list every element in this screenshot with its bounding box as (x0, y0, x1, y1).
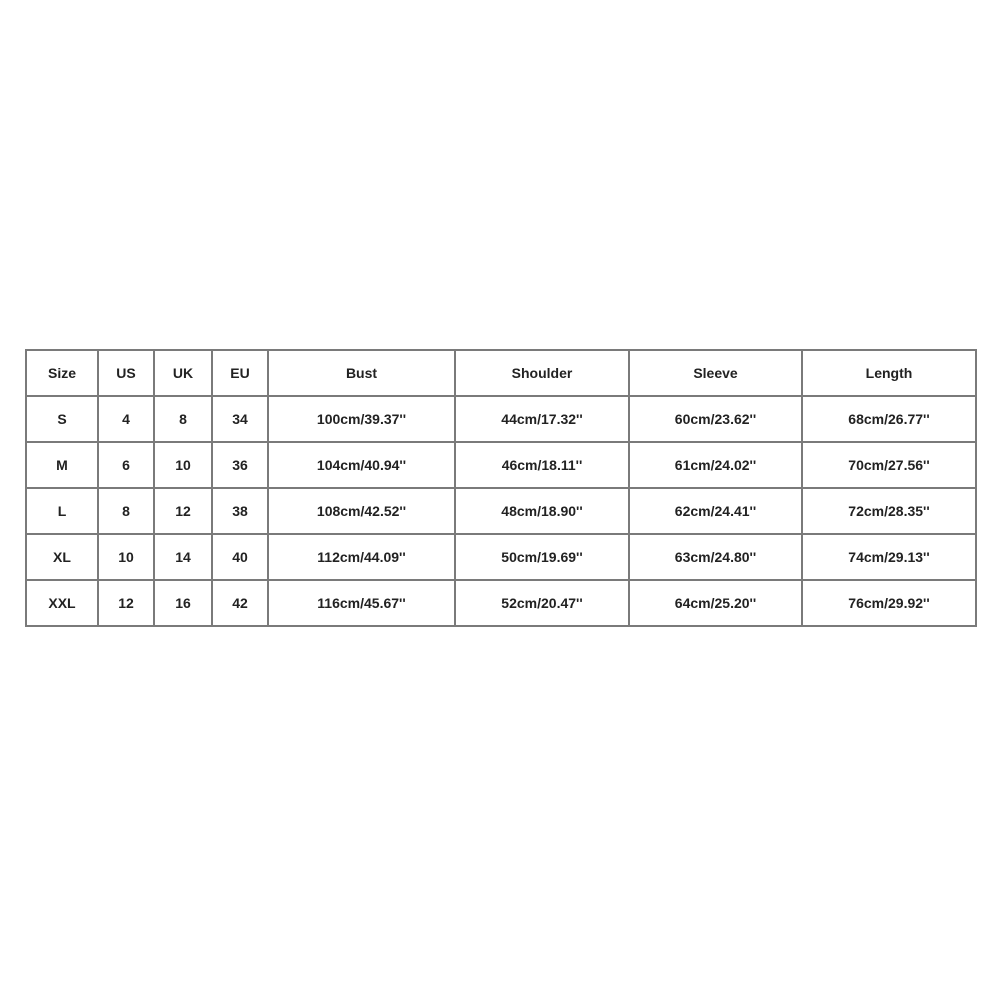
header-bust: Bust (268, 350, 455, 396)
cell-shoulder: 48cm/18.90'' (455, 488, 629, 534)
header-us: US (98, 350, 154, 396)
cell-shoulder: 46cm/18.11'' (455, 442, 629, 488)
cell-bust: 108cm/42.52'' (268, 488, 455, 534)
size-chart-table (25, 349, 977, 627)
cell-eu: 40 (212, 534, 268, 580)
header-uk: UK (154, 350, 212, 396)
cell-size: XXL (26, 580, 98, 626)
cell-uk: 16 (154, 580, 212, 626)
header-length: Length (802, 350, 976, 396)
cell-size: S (26, 396, 98, 442)
table-row (26, 442, 976, 488)
cell-us: 12 (98, 580, 154, 626)
cell-length: 72cm/28.35'' (802, 488, 976, 534)
cell-length: 68cm/26.77'' (802, 396, 976, 442)
cell-length: 70cm/27.56'' (802, 442, 976, 488)
table-row (26, 488, 976, 534)
cell-shoulder: 44cm/17.32'' (455, 396, 629, 442)
cell-sleeve: 61cm/24.02'' (629, 442, 802, 488)
cell-eu: 42 (212, 580, 268, 626)
cell-uk: 14 (154, 534, 212, 580)
cell-bust: 112cm/44.09'' (268, 534, 455, 580)
cell-uk: 12 (154, 488, 212, 534)
cell-shoulder: 52cm/20.47'' (455, 580, 629, 626)
cell-sleeve: 63cm/24.80'' (629, 534, 802, 580)
cell-size: XL (26, 534, 98, 580)
cell-bust: 104cm/40.94'' (268, 442, 455, 488)
cell-size: M (26, 442, 98, 488)
cell-size: L (26, 488, 98, 534)
header-row (26, 350, 976, 396)
cell-eu: 36 (212, 442, 268, 488)
cell-eu: 38 (212, 488, 268, 534)
cell-uk: 10 (154, 442, 212, 488)
cell-length: 74cm/29.13'' (802, 534, 976, 580)
cell-length: 76cm/29.92'' (802, 580, 976, 626)
header-eu: EU (212, 350, 268, 396)
cell-bust: 100cm/39.37'' (268, 396, 455, 442)
cell-sleeve: 64cm/25.20'' (629, 580, 802, 626)
cell-us: 8 (98, 488, 154, 534)
header-size: Size (26, 350, 98, 396)
table-row (26, 580, 976, 626)
cell-sleeve: 62cm/24.41'' (629, 488, 802, 534)
cell-sleeve: 60cm/23.62'' (629, 396, 802, 442)
header-sleeve: Sleeve (629, 350, 802, 396)
cell-bust: 116cm/45.67'' (268, 580, 455, 626)
cell-uk: 8 (154, 396, 212, 442)
table-row (26, 396, 976, 442)
cell-eu: 34 (212, 396, 268, 442)
header-shoulder: Shoulder (455, 350, 629, 396)
cell-us: 4 (98, 396, 154, 442)
cell-us: 10 (98, 534, 154, 580)
cell-shoulder: 50cm/19.69'' (455, 534, 629, 580)
cell-us: 6 (98, 442, 154, 488)
table-row (26, 534, 976, 580)
